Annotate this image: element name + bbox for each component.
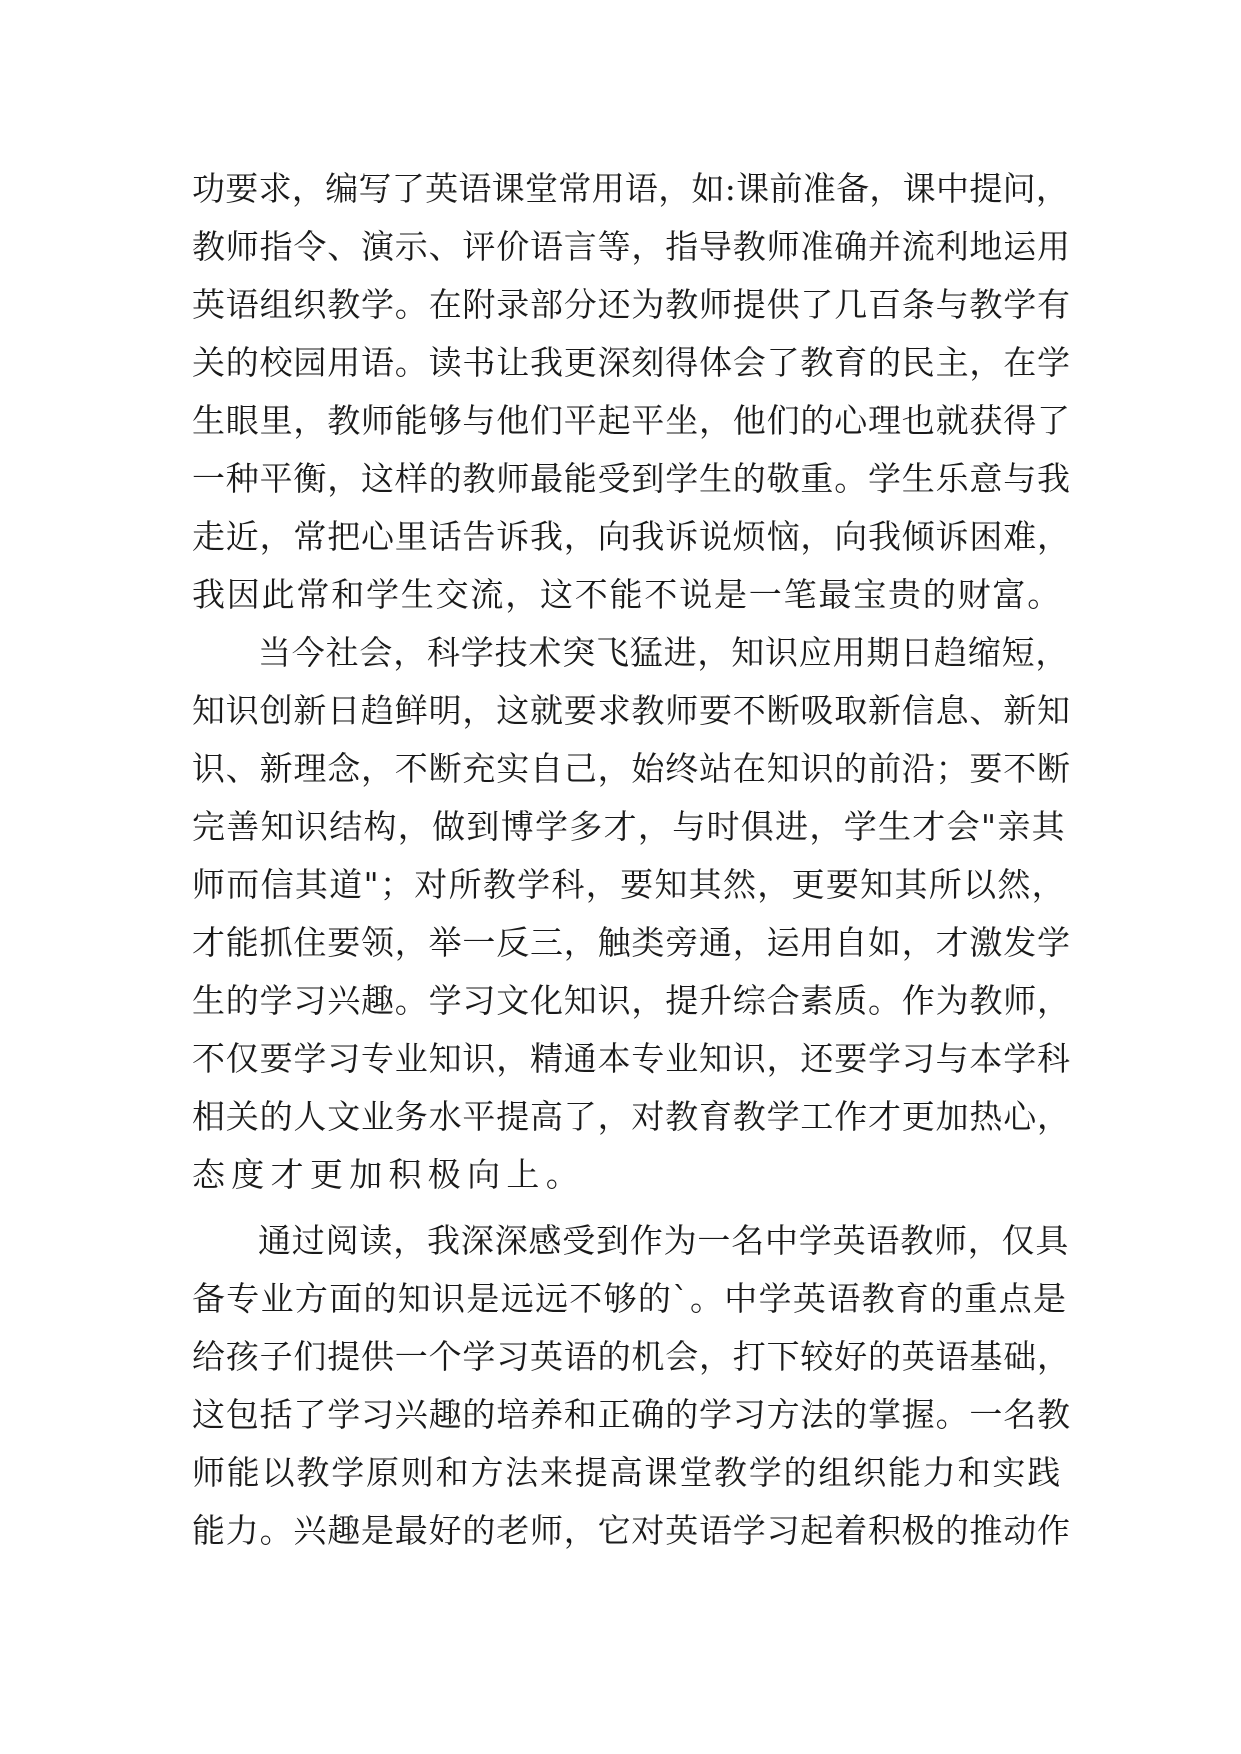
text-line: 态度才更加积极向上。 <box>192 1155 585 1194</box>
text-line: 师能以教学原则和方法来提高课堂教学的组织能力和实践 <box>192 1453 1062 1492</box>
text-line: 一种平衡，这样的教师最能受到学生的敬重。学生乐意与我 <box>192 459 1071 498</box>
text-line: 英语组织教学。在附录部分还为教师提供了几百条与教学有 <box>192 285 1071 324</box>
paragraph-3 <box>192 1212 1072 1560</box>
text-line: 给孩子们提供一个学习英语的机会，打下较好的英语基础， <box>192 1337 1071 1376</box>
document-body <box>192 160 1072 1560</box>
text-line: 能力。兴趣是最好的老师，它对英语学习起着积极的推动作 <box>192 1511 1071 1550</box>
text-line: 我因此常和学生交流，这不能不说是一笔最宝贵的财富。 <box>192 575 1062 614</box>
text-line: 通过阅读，我深深感受到作为一名中学英语教师，仅具 <box>258 1221 1070 1260</box>
text-line: 师而信其道"；对所教学科，要知其然，更要知其所以然， <box>192 865 1066 904</box>
paragraph-spacing <box>192 1204 1072 1212</box>
text-line: 才能抓住要领，举一反三，触类旁通，运用自如，才激发学 <box>192 923 1071 962</box>
text-line: 功要求，编写了英语课堂常用语，如:课前准备，课中提问， <box>192 169 1070 208</box>
text-line: 知识创新日趋鲜明，这就要求教师要不断吸取新信息、新知 <box>192 691 1071 730</box>
text-line: 走近，常把心里话告诉我，向我诉说烦恼，向我倾诉困难， <box>192 517 1071 556</box>
text-line: 当今社会，科学技术突飞猛进，知识应用期日趋缩短， <box>258 633 1070 672</box>
text-line: 教师指令、演示、评价语言等，指导教师准确并流利地运用 <box>192 227 1071 266</box>
text-line: 关的校园用语。读书让我更深刻得体会了教育的民主，在学 <box>192 343 1071 382</box>
text-line: 相关的人文业务水平提高了，对教育教学工作才更加热心， <box>192 1097 1071 1136</box>
paragraph-1 <box>192 160 1072 624</box>
text-line: 生眼里，教师能够与他们平起平坐，他们的心理也就获得了 <box>192 401 1071 440</box>
paragraph-2 <box>192 624 1072 1204</box>
text-line: 完善知识结构，做到博学多才，与时俱进，学生才会"亲其 <box>192 807 1066 846</box>
text-line: 生的学习兴趣。学习文化知识，提升综合素质。作为教师， <box>192 981 1071 1020</box>
text-line: 这包括了学习兴趣的培养和正确的学习方法的掌握。一名教 <box>192 1395 1071 1434</box>
text-line: 备专业方面的知识是远远不够的`。中学英语教育的重点是 <box>192 1279 1068 1318</box>
text-line: 识、新理念，不断充实自己，始终站在知识的前沿；要不断 <box>192 749 1071 788</box>
text-line: 不仅要学习专业知识，精通本专业知识，还要学习与本学科 <box>192 1039 1071 1078</box>
